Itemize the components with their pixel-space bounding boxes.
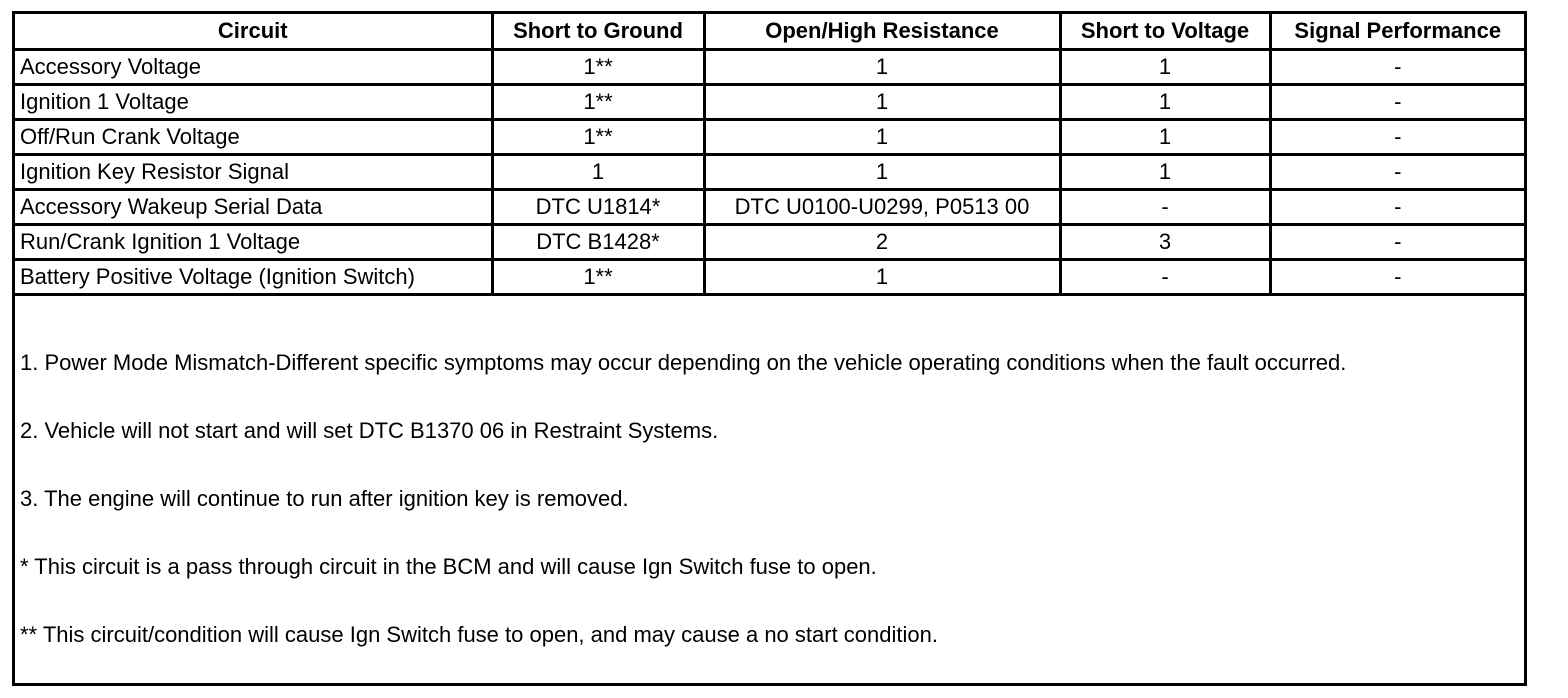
table-cell: - [1270,119,1524,154]
table-cell-circuit: Ignition Key Resistor Signal [15,154,492,189]
table-cell: - [1270,84,1524,119]
table-cell: 1 [1060,154,1270,189]
table-cell-circuit: Run/Crank Ignition 1 Voltage [15,224,492,259]
footnote-3: 3. The engine will continue to run after ignition key is removed. [20,486,629,511]
table-cell: DTC U0100-U0299, P0513 00 [704,189,1060,224]
table-header-row [15,14,1524,49]
table-cell: 1 [1060,119,1270,154]
column-header-circuit: Circuit [15,14,492,49]
table-cell: 1 [704,259,1060,294]
table-cell: 1 [492,154,704,189]
table-cell: 1 [1060,49,1270,84]
table-cell: - [1270,224,1524,259]
table-cell: 1** [492,119,704,154]
table-cell: 1 [704,49,1060,84]
table-cell: 1** [492,49,704,84]
table-cell: - [1270,259,1524,294]
table-cell: DTC B1428* [492,224,704,259]
table-cell: 1 [704,84,1060,119]
table-row [15,154,1524,189]
table-cell: 1 [1060,84,1270,119]
column-header-short-to-voltage: Short to Voltage [1060,14,1270,49]
table-cell-circuit: Battery Positive Voltage (Ignition Switch) [15,259,492,294]
table-cell-circuit: Accessory Voltage [15,49,492,84]
footnotes [15,344,1524,689]
circuit-fault-table [15,14,1524,296]
table-row [15,49,1524,84]
circuit-fault-table-frame [12,11,1527,686]
column-header-short-to-ground: Short to Ground [492,14,704,49]
table-cell-circuit: Accessory Wakeup Serial Data [15,189,492,224]
table-cell-circuit: Off/Run Crank Voltage [15,119,492,154]
table-cell: 1** [492,84,704,119]
table-row [15,119,1524,154]
table-row [15,224,1524,259]
table-row [15,84,1524,119]
footnote-1: 1. Power Mode Mismatch-Different specific symptoms may occur depending on the vehicle operating conditions when the fault occurred. [20,350,1347,375]
table-cell: 1 [704,119,1060,154]
table-cell: DTC U1814* [492,189,704,224]
table-row [15,259,1524,294]
column-header-signal-performance: Signal Performance [1270,14,1524,49]
column-header-open-high-resistance: Open/High Resistance [704,14,1060,49]
table-cell: - [1060,189,1270,224]
table-cell: - [1270,189,1524,224]
table-cell: - [1270,154,1524,189]
table-cell-circuit: Ignition 1 Voltage [15,84,492,119]
table-cell: - [1060,259,1270,294]
table-cell: 2 [704,224,1060,259]
footnote-single-asterisk: * This circuit is a pass through circuit in the BCM and will cause Ign Switch fuse to open. [20,554,877,579]
table-cell: 3 [1060,224,1270,259]
table-cell: 1** [492,259,704,294]
footnote-double-asterisk: ** This circuit/condition will cause Ign Switch fuse to open, and may cause a no start condition. [20,622,938,647]
footnote-2: 2. Vehicle will not start and will set DTC B1370 06 in Restraint Systems. [20,418,719,443]
table-cell: - [1270,49,1524,84]
table-row [15,189,1524,224]
table-cell: 1 [704,154,1060,189]
